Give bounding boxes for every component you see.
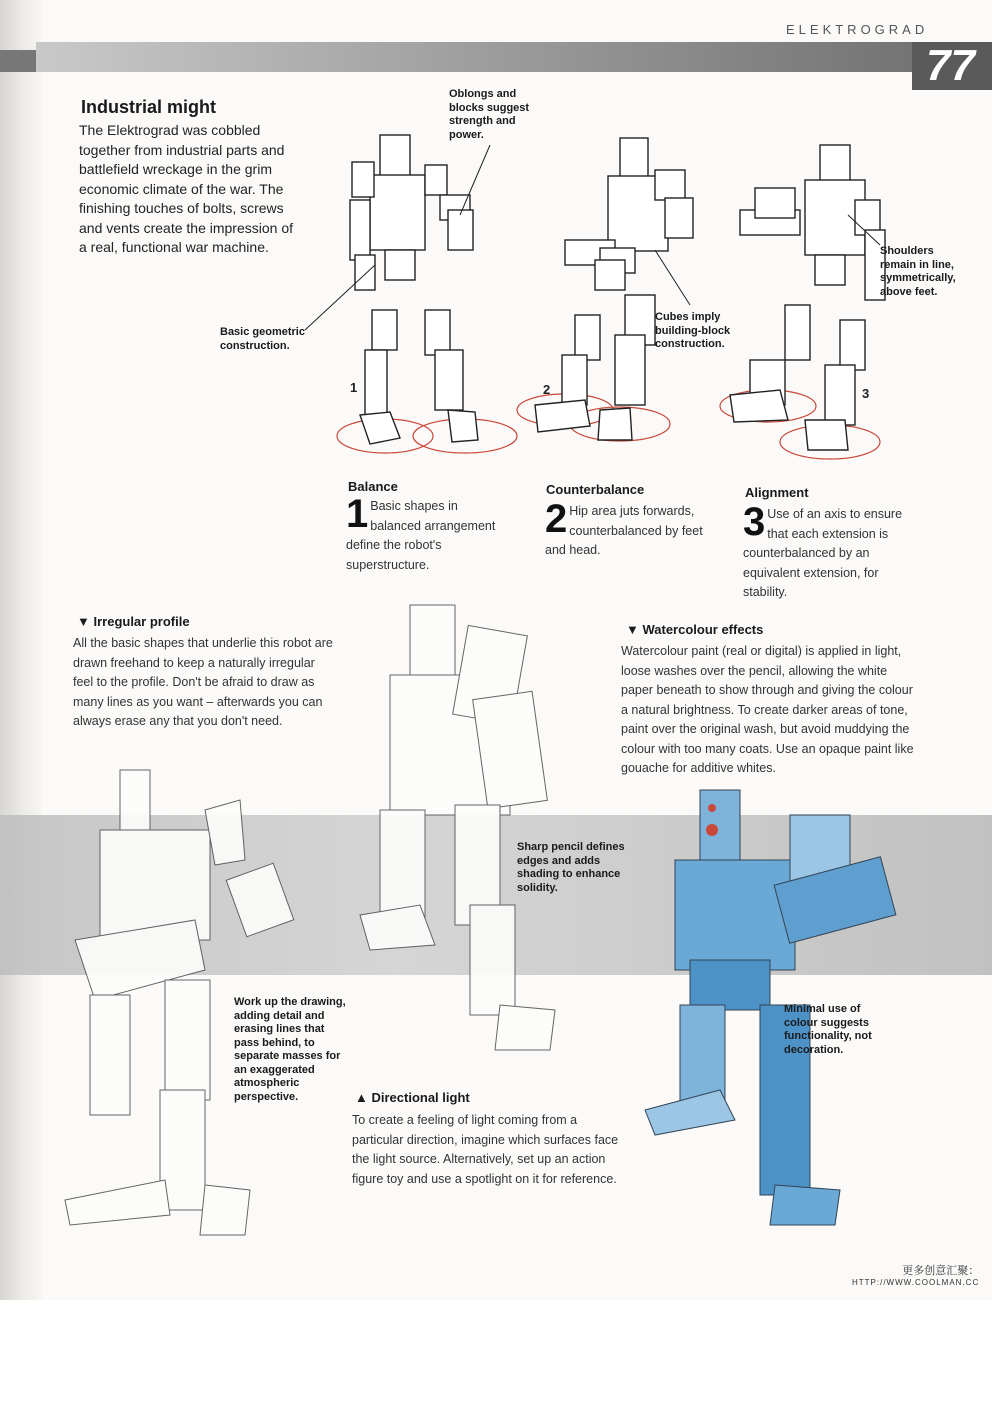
figure-number-3: 3 (862, 386, 870, 401)
figure-number-1: 1 (350, 380, 358, 395)
directional-title: ▲ Directional light (355, 1090, 470, 1105)
step-1-text: 1 Basic shapes in balanced arrangement define the robot's superstructure. (346, 492, 496, 572)
step-3-number: 3 (743, 500, 766, 544)
watercolour-title: ▼ Watercolour effects (626, 622, 764, 637)
irregular-title: ▼ Irregular profile (77, 614, 190, 629)
watermark-line-1: 更多创意汇聚： (902, 1265, 980, 1277)
callout-sharp-pencil: Sharp pencil defines edges and adds shading to enhance solidity. (517, 841, 625, 894)
callout-oblongs: Oblongs and blocks suggest strength and power. (449, 88, 530, 141)
callout-shoulders: Shoulders remain in line, symmetrically, above feet. (880, 245, 956, 298)
irregular-text: All the basic shapes that underlie this robot are drawn freehand to keep a naturally irregular feel to the profile. Don't be afraid to draw as many lines as you want – afterwards you can always erase any that you don't need. (73, 636, 333, 728)
figure-number-2: 2 (543, 382, 551, 397)
step-2-title: Counterbalance (546, 482, 645, 497)
callout-geometric: Basic geometric construction. (220, 326, 305, 352)
callout-cubes: Cubes imply building-block construction. (655, 311, 731, 350)
step-1-title: Balance (348, 479, 398, 494)
directional-text: To create a feeling of light coming from a particular direction, imagine which surfaces face the light source. Alternatively, set up an action figure toy and use a spotlight on it for reference. (352, 1113, 619, 1186)
step-2-number: 2 (545, 497, 568, 541)
header-band (36, 42, 992, 72)
step-3-title: Alignment (745, 485, 809, 500)
pencil-sketch-robot-center (360, 605, 560, 1055)
watermark-line-2: HTTP://WWW.COOLMAN.CC (852, 1278, 980, 1287)
robot-eye-light (706, 824, 718, 836)
book-spine (0, 0, 42, 1300)
watercolour-text: Watercolour paint (real or digital) is applied in light, loose washes over the pencil, allowing the white paper beneath to show through and giving the colour a natural brightness. To create darker areas of tone, paint over the original wash, but avoid muddying the colour with too many coats. Use an opaque paint like gouache for additive whites. (621, 644, 914, 775)
callout-minimal-colour: Minimal use of colour suggests functionality, not decoration. (784, 1003, 872, 1056)
construction-figures (300, 120, 940, 460)
intro-text: The Elektrograd was cobbled together from industrial parts and battlefield wreckage in the grim economic climate of the war. The finishing touches of bolts, screws and vents create the impression of a real, functional war machine. (79, 122, 294, 255)
intro-title: Industrial might (81, 97, 216, 117)
step-1-number: 1 (346, 492, 369, 536)
callout-work-up: Work up the drawing, adding detail and erasing lines that pass behind, to separate masses for an exaggerated atmospheric perspective. (234, 996, 346, 1103)
running-head: ELEKTROGRAD (786, 22, 929, 37)
step-3-text: 3 Use of an axis to ensure that each extension is counterbalanced by an equivalent extension, for stability. (743, 500, 903, 599)
robot-3-construction (730, 145, 885, 450)
page-number: 77 (926, 41, 975, 90)
step-2-text: 2 Hip area juts forwards, counterbalanced by feet and head. (545, 497, 703, 557)
scan-margin (0, 1300, 992, 1416)
robot-1-construction (350, 135, 478, 444)
watermark (852, 1262, 979, 1287)
